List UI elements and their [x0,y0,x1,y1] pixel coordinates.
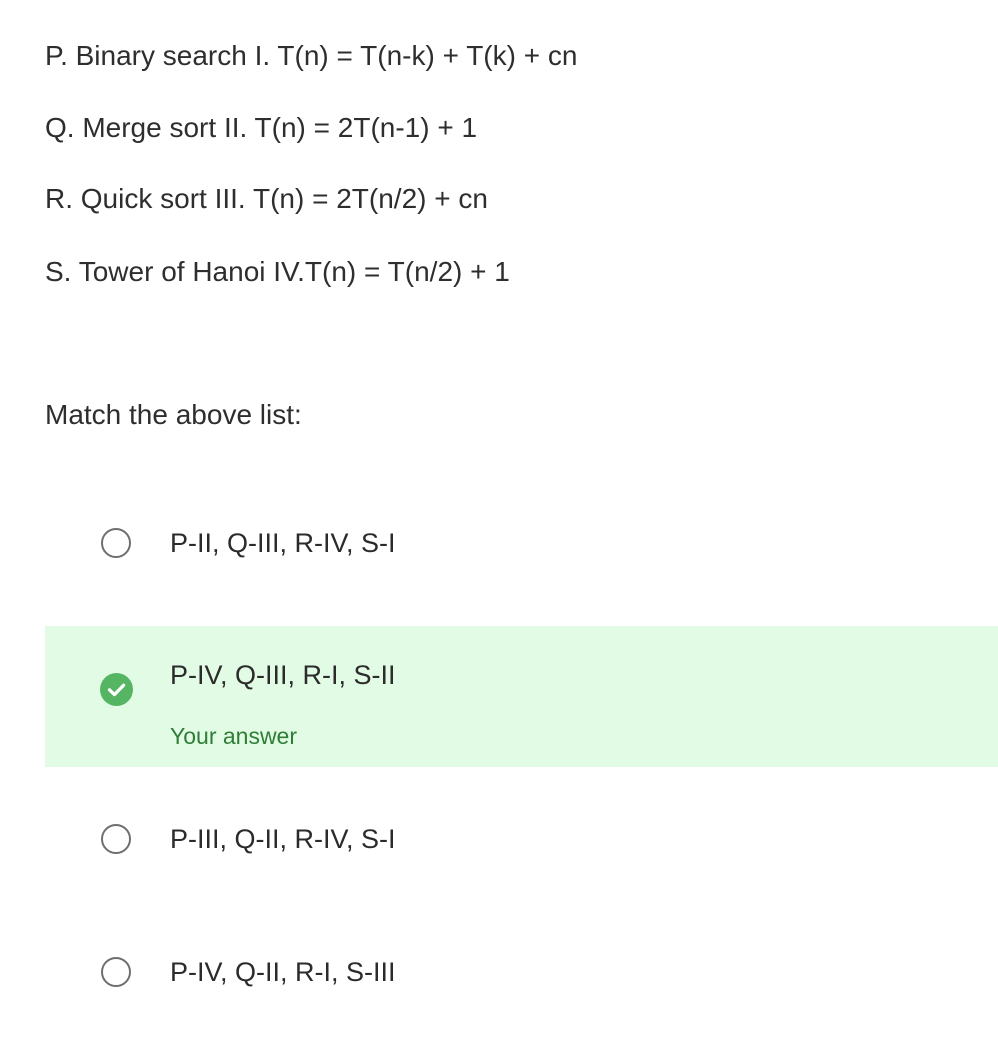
radio-button-icon[interactable] [101,957,131,987]
answer-option-label: P-IV, Q-II, R-I, S-III [170,957,396,987]
question-line-q: Q. Merge sort II. T(n) = 2T(n-1) + 1 [45,112,478,143]
answer-option-4[interactable] [0,935,998,1011]
question-instruction: Match the above list: [45,399,302,430]
answer-option-label: P-III, Q-II, R-IV, S-I [170,824,396,854]
radio-button-icon[interactable] [101,824,131,854]
your-answer-feedback: Your answer [170,723,298,749]
question-line-p: P. Binary search I. T(n) = T(n-k) + T(k) + cn [45,40,578,71]
question-line-r: R. Quick sort III. T(n) = 2T(n/2) + cn [45,183,488,214]
answer-option-1[interactable] [0,505,998,581]
answer-option-3[interactable] [0,803,998,879]
answer-option-label: P-IV, Q-III, R-I, S-II [170,660,396,690]
radio-button-icon[interactable] [101,528,131,558]
answer-option-2-selected[interactable] [45,626,998,767]
question-line-s: S. Tower of Hanoi IV.T(n) = T(n/2) + 1 [45,256,510,287]
check-circle-icon [100,673,133,706]
answer-option-label: P-II, Q-III, R-IV, S-I [170,528,396,558]
